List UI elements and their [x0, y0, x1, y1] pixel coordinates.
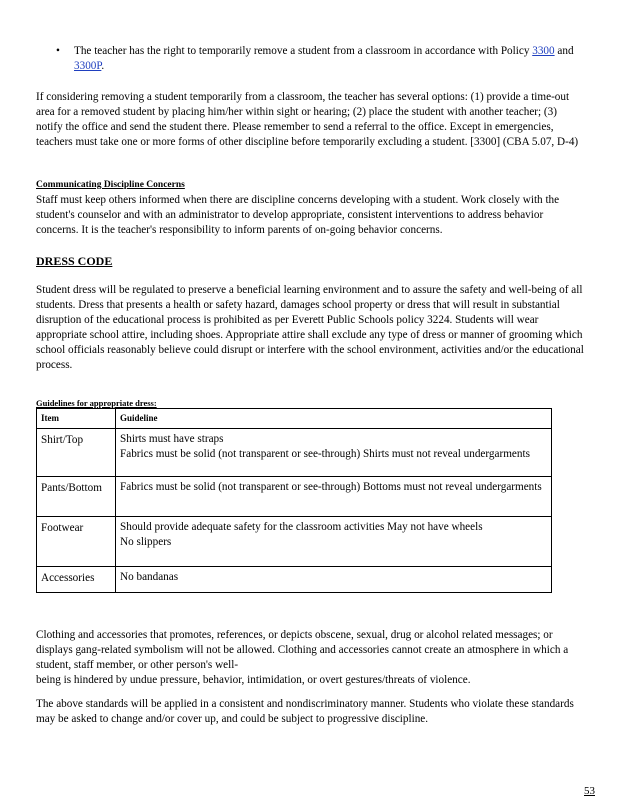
- policy-bullet: [56, 44, 582, 74]
- table-row: [37, 517, 552, 567]
- header-item: Item: [37, 409, 116, 429]
- bullet-symbol: •: [56, 45, 60, 57]
- bullet-and: and: [557, 45, 574, 57]
- page-number: 53: [584, 785, 595, 797]
- row-item: Footwear: [37, 517, 116, 567]
- clothing-text-1: Clothing and accessories that promotes, references, or depicts obscene, sexual, drug or alcohol related messages; or displays gang-related symbolism will not be allowed. Clothing and accessories cannot create an atmosphere in which a student, staff member, or other person's well-: [36, 629, 569, 671]
- table-header-row: [37, 409, 552, 429]
- guidelines-heading: Guidelines for appropriate dress:: [36, 398, 157, 408]
- communicating-section: [36, 178, 584, 238]
- guideline-line: No slippers: [120, 536, 172, 548]
- bullet-period: .: [101, 60, 105, 72]
- removal-paragraph: If considering removing a student temporarily from a classroom, the teacher has several options: (1) provide a time-out area for a removed student by placing him/her within sight or hearing; (2) place the student with another teacher; (3) notify the office and send the student there. Please remember to send a referral to the office. Except in emergencies, teachers must take one or more forms of other discipline before temporarily excluding a student. [3300] (CBA 5.07, D-4): [36, 91, 579, 148]
- row-guideline: [116, 517, 552, 567]
- guideline-line: No bandanas: [120, 571, 179, 583]
- row-guideline: [116, 477, 552, 517]
- table-row: [37, 567, 552, 593]
- guideline-line: Fabrics must be solid (not transparent or see-through) Shirts must not reveal undergarments: [120, 448, 530, 460]
- row-item: Shirt/Top: [37, 429, 116, 477]
- policy-3300p-link[interactable]: 3300P: [74, 60, 102, 72]
- dress-code-intro: Student dress will be regulated to preserve a beneficial learning environment and to assure the safety and well-being of all students. Dress that presents a health or safety hazard, damages school property or dress that will result in substantial disruption of the educational process is prohibited as per Everett Public Schools policy 3224. Students will wear appropriate school attire, including shoes. Appropriate attire shall exclude any type of dress or manner of grooming which school officials reasonably believe could disrupt or interfere with the school environment, activities and/or the educational process.: [36, 284, 584, 371]
- row-guideline: [116, 429, 552, 477]
- dress-guidelines-table: [36, 408, 552, 593]
- row-item: Pants/Bottom: [37, 477, 116, 517]
- clothing-paragraph: [36, 628, 584, 688]
- communicating-heading: Communicating Discipline Concerns: [36, 180, 185, 190]
- guideline-line: Fabrics must be solid (not transparent or see-through) Bottoms must not reveal undergarments: [120, 481, 542, 493]
- table-row: [37, 429, 552, 477]
- table-row: [37, 477, 552, 517]
- guideline-line: Shirts must have straps: [120, 433, 224, 445]
- bullet-text: The teacher has the right to temporarily remove a student from a classroom in accordance with Policy: [74, 45, 530, 57]
- policy-3300-link[interactable]: 3300: [532, 45, 555, 57]
- guideline-line: Should provide adequate safety for the classroom activities May not have wheels: [120, 521, 483, 533]
- standards-paragraph: The above standards will be applied in a consistent and nondiscriminatory manner. Students who violate these standards may be asked to change and/or cover up, and could be subject to progressive discipline.: [36, 698, 574, 725]
- communicating-text: Staff must keep others informed when there are discipline concerns developing with a student. Work closely with the student's counselor and with an administrator to develop appropriate, consistent interventions to address behavior concerns. It is the teacher's responsibility to inform parents of on-going behavior concerns.: [36, 194, 560, 236]
- clothing-text-2: being is hindered by undue pressure, behavior, intimidation, or overt gestures/threats of violence.: [36, 674, 471, 686]
- row-guideline: [116, 567, 552, 593]
- header-guideline: Guideline: [116, 409, 552, 429]
- row-item: Accessories: [37, 567, 116, 593]
- dress-code-heading: DRESS CODE: [36, 254, 113, 268]
